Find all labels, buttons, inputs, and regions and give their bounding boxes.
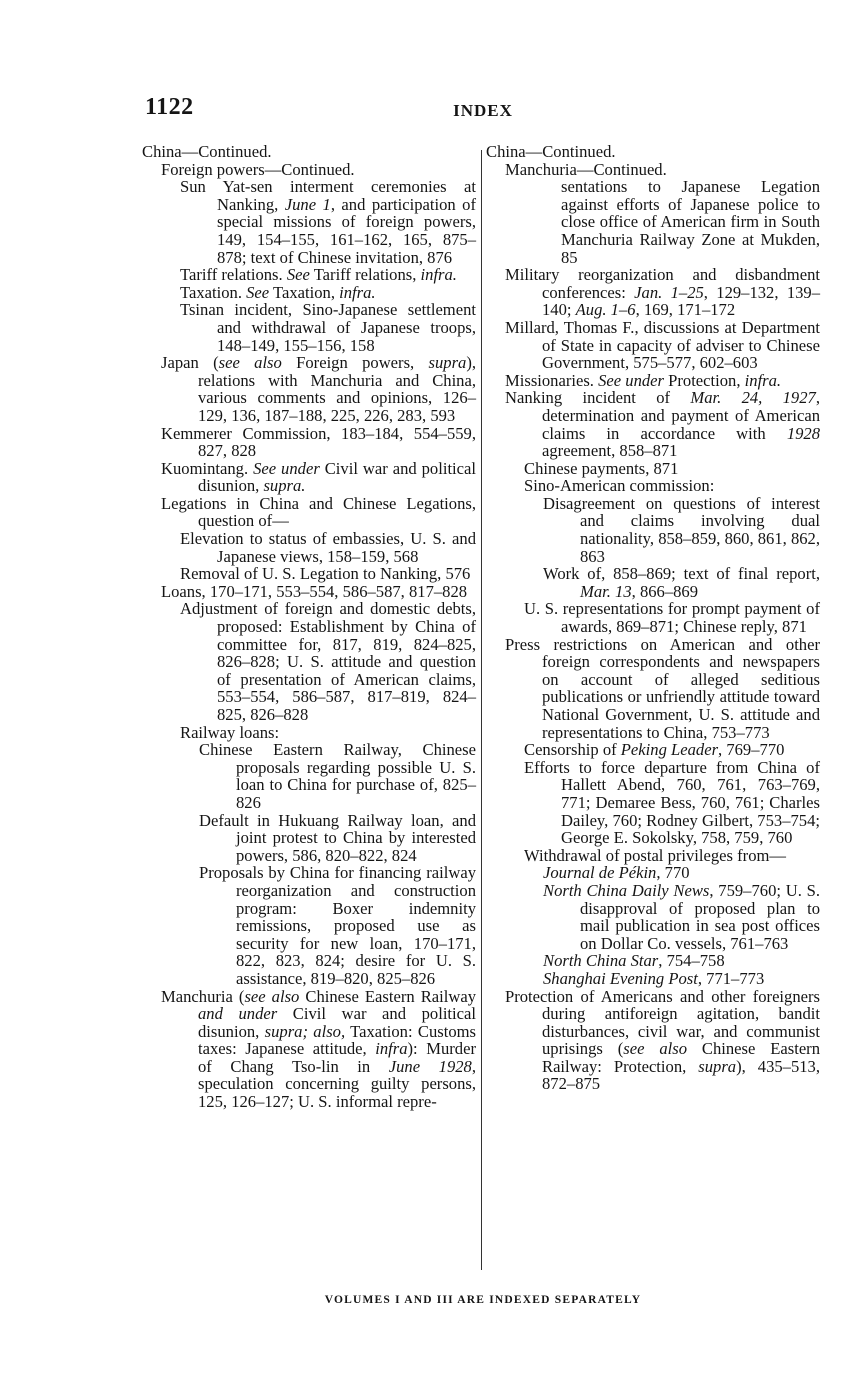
index-entry: Sino-American commission:: [524, 476, 715, 496]
index-entry: Efforts to force departure from China of Hallett Abend, 760, 761, 763–769, 771; Demaree Bess, 760, 761; Charles Dailey, 760; Rodney Gilbert, 753–754; George E. Sokolsky, 758, 759, 760: [524, 757, 820, 848]
index-entry: Tariff relations. See Tariff relations, infra.: [180, 265, 457, 285]
index-entry: Foreign powers—Continued.: [161, 159, 355, 179]
index-entry: Tsinan incident, Sino-Japanese settlement and withdrawal of Japanese troops, 148–149, 155–156, 158: [180, 300, 476, 355]
index-entry: Military reorganization and disbandment conferences: Jan. 1–25, 129–132, 139–140; Aug. 1–6, 169, 171–172: [505, 265, 821, 320]
index-entry: Censorship of Peking Leader, 769–770: [524, 740, 785, 760]
index-entry: Journal de Pékin, 770: [543, 863, 690, 883]
index-entry: Adjustment of foreign and domestic debts, proposed: Establishment by China of committee for, 817, 819, 824–825, 826–828; U. S. attitude and question of presentation of American claims, 553–554, 586–587, 817–819, 824–825, 826–828: [180, 599, 476, 724]
index-entry: Nanking incident of Mar. 24, 1927, determination and payment of American claims in accordance with 1928 agreement, 858–871: [505, 388, 820, 461]
index-entry: Railway loans:: [180, 722, 280, 742]
index-entry: China—Continued.: [486, 142, 616, 161]
index-column-right: [486, 143, 820, 1093]
index-entry: Protection of Americans and other foreigners during antiforeign agitation, bandit disturbances, civil war, and communist uprisings (see also Chinese Eastern Railway: Protection, supra), 435–513, 872–875: [505, 986, 821, 1094]
index-entry: Missionaries. See under Protection, infra.: [505, 370, 782, 390]
index-entry: U. S. representations for prompt payment of awards, 869–871; Chinese reply, 871: [524, 599, 820, 637]
index-entry: Taxation. See Taxation, infra.: [180, 282, 376, 302]
index-entry: Press restrictions on American and other foreign correspondents and newspapers on account of alleged seditious publications or unfriendly attitude toward National Government, U. S. attitude and representations to China, 753–773: [505, 634, 820, 742]
index-entry: China—Continued.: [142, 142, 272, 161]
column-rule: [481, 150, 482, 1270]
index-entry: Default in Hukuang Railway loan, and joint protest to China by interested powers, 586, 820–822, 824: [199, 810, 476, 865]
index-entry: Chinese payments, 871: [524, 458, 679, 478]
index-entry: Shanghai Evening Post, 771–773: [543, 968, 765, 988]
index-entry: Elevation to status of embassies, U. S. and Japanese views, 158–159, 568: [180, 529, 476, 566]
index-entry: Legations in China and Chinese Legations, question of—: [161, 493, 476, 531]
index-entry: North China Star, 754–758: [543, 951, 725, 971]
index-entry: Chinese Eastern Railway, Chinese proposals regarding possible U. S. loan to China for purchase of, 825–826: [199, 740, 476, 812]
index-entry: Millard, Thomas F., discussions at Department of State in capacity of adviser to Chinese Government, 575–577, 602–603: [505, 317, 820, 373]
index-entry: Kemmerer Commission, 183–184, 554–559, 827, 828: [161, 423, 476, 461]
index-entry: Kuomintang. See under Civil war and political disunion, supra.: [161, 458, 477, 496]
index-entry: Manchuria (see also Chinese Eastern Railway and under Civil war and political disunion, supra; also, Taxation: Customs taxes: Japanese attitude, infra): Murder of Chang Tso-lin in June 1928, speculation concerning guilty persons, 125, 126–127; U. S. informal repre-: [161, 986, 477, 1112]
index-entry: Manchuria—Continued.: [505, 159, 667, 179]
index-entry: Proposals by China for financing railway reorganization and construction program: Boxer indemnity remissions, proposed use as security for new loan, 170–171, 822, 823, 824; desire for U. S. assistance, 819–820, 825–826: [199, 863, 476, 988]
index-entry: Sun Yat-sen interment ceremonies at Nanking, June 1, and participation of special missions of foreign powers, 149, 154–155, 161–162, 165, 875–878; text of Chinese invitation, 876: [180, 177, 476, 267]
index-entry: Loans, 170–171, 553–554, 586–587, 817–828: [161, 581, 468, 601]
index-entry: Disagreement on questions of interest and claims involving dual nationality, 858–859, 860, 861, 862, 863: [543, 493, 820, 566]
index-entry: Removal of U. S. Legation to Nanking, 576: [180, 564, 471, 584]
index-entry: North China Daily News, 759–760; U. S. disapproval of proposed plan to mail publication in sea post offices on Dollar Co. vessels, 761–763: [543, 880, 820, 953]
index-column-left: [142, 143, 476, 1111]
page-footer: VOLUMES I AND III ARE INDEXED SEPARATELY: [324, 1294, 642, 1306]
index-entry: Work of, 858–869; text of final report, Mar. 13, 866–869: [543, 564, 820, 601]
index-entry: sentations to Japanese Legation against efforts of Japanese police to close office of American firm in South Manchuria Railway Zone at Mukden, 85: [561, 177, 820, 267]
page-number: 1122: [145, 94, 194, 120]
running-head: INDEX: [453, 101, 513, 120]
index-entry: Japan (see also Foreign powers, supra), relations with Manchuria and China, various comments and opinions, 126–129, 136, 187–188, 225, 226, 283, 593: [161, 353, 477, 425]
index-entry: Withdrawal of postal privileges from—: [524, 845, 786, 865]
